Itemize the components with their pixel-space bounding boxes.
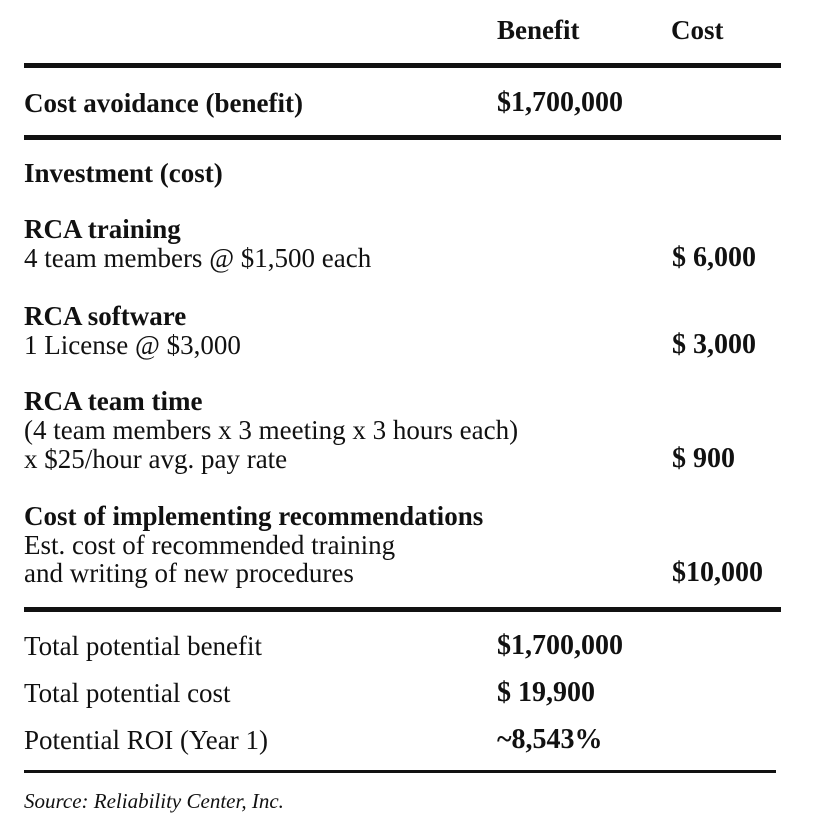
item-detail: 1 License @ $3,000	[24, 330, 241, 360]
item-detail: (4 team members x 3 meeting x 3 hours each)	[24, 415, 519, 445]
item-detail: and writing of new procedures	[24, 558, 354, 588]
item-title: RCA training	[24, 214, 181, 244]
item-detail: Est. cost of recommended training	[24, 530, 396, 560]
column-header-benefit: Benefit	[497, 15, 580, 45]
source-note: Source: Reliability Center, Inc.	[24, 789, 284, 813]
total-benefit-label: Total potential benefit	[24, 631, 263, 661]
cost-avoidance-benefit: $1,700,000	[497, 87, 623, 118]
investment-label: Investment (cost)	[24, 158, 223, 188]
section-divider	[24, 135, 781, 140]
roi-label: Potential ROI (Year 1)	[24, 725, 268, 755]
item-cost: $10,000	[672, 557, 763, 588]
total-benefit-value: $1,700,000	[497, 630, 623, 661]
item-detail: 4 team members @ $1,500 each	[24, 243, 372, 273]
column-header-cost: Cost	[671, 15, 724, 45]
header-divider	[24, 63, 781, 68]
item-cost: $ 900	[672, 443, 735, 474]
item-title: RCA software	[24, 301, 187, 331]
item-cost: $ 3,000	[672, 329, 756, 360]
total-cost-value: $ 19,900	[497, 677, 595, 708]
item-detail: x $25/hour avg. pay rate	[24, 444, 288, 474]
item-title: RCA team time	[24, 386, 203, 416]
roi-value: ~8,543%	[497, 724, 603, 755]
total-cost-label: Total potential cost	[24, 678, 231, 708]
totals-divider	[24, 607, 781, 612]
footer-divider	[24, 770, 776, 773]
item-cost: $ 6,000	[672, 242, 756, 273]
cost-avoidance-label: Cost avoidance (benefit)	[24, 88, 303, 118]
item-title: Cost of implementing recommendations	[24, 501, 484, 531]
